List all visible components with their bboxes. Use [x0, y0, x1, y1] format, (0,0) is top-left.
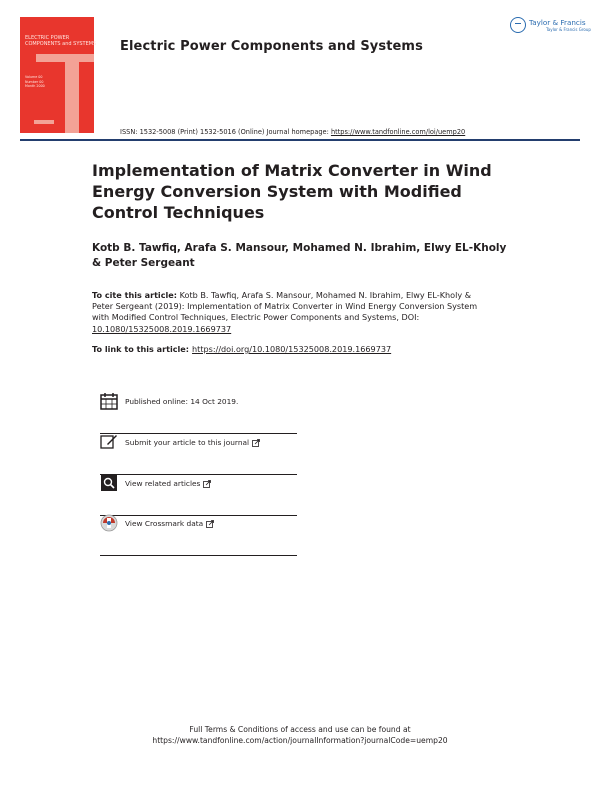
citation-block — [92, 290, 492, 335]
related-articles-row[interactable] — [100, 474, 297, 516]
link-label: To link to this article: — [92, 344, 190, 354]
page-footer — [0, 724, 600, 746]
published-online-text: Published online: 14 Oct 2019. — [125, 397, 239, 406]
issn-text: ISSN: 1532-5008 (Print) 1532-5016 (Online) Journal homepage: — [120, 128, 331, 136]
citation-label: To cite this article: — [92, 290, 178, 300]
footer-terms-link[interactable]: https://www.tandfonline.com/action/journalInformation?journalCode=uemp20 — [152, 736, 448, 745]
header-divider — [20, 139, 580, 141]
submit-article-row[interactable] — [100, 433, 297, 475]
cover-title-line1: ELECTRIC POWER — [25, 35, 70, 41]
cover-graphic-stem — [65, 62, 79, 133]
crossmark-row[interactable] — [100, 514, 297, 556]
cover-publisher-logo — [34, 120, 54, 124]
edit-icon — [100, 433, 118, 451]
publisher-name: Taylor & Francis — [529, 18, 586, 27]
calendar-icon — [100, 392, 118, 410]
published-online-row — [100, 392, 297, 434]
issn-line — [120, 128, 465, 136]
submit-article-link[interactable]: Submit your article to this journal — [125, 438, 250, 447]
citation-text: Kotb B. Tawfiq, Arafa S. Mansour, Mohamed N. Ibrahim, Elwy EL-Kholy & Peter Sergeant (2019): Implementation of Matrix Converter in Wind Energy Conversion System with Modified Control Techniques, Electric Power Components and Systems, DOI: — [92, 290, 478, 323]
article-doi-url[interactable]: https://doi.org/10.1080/15325008.2019.1669737 — [192, 344, 392, 354]
article-title: Implementation of Matrix Converter in Wind Energy Conversion System with Modified Control Techniques — [92, 161, 492, 222]
publisher-subtitle: Taylor & Francis Group — [546, 27, 591, 32]
journal-title: Electric Power Components and Systems — [120, 39, 423, 54]
crossmark-link[interactable]: View Crossmark data — [125, 519, 204, 528]
search-document-icon — [100, 474, 118, 492]
cover-graphic-bar — [36, 54, 94, 62]
journal-homepage-link[interactable]: https://www.tandfonline.com/loi/uemp20 — [330, 128, 466, 136]
footer-terms-text: Full Terms & Conditions of access and use can be found at — [189, 725, 411, 734]
publisher-globe-icon — [510, 17, 526, 33]
citation-doi-link[interactable]: 10.1080/15325008.2019.1669737 — [92, 323, 232, 334]
journal-cover — [20, 17, 97, 133]
external-link-icon — [206, 520, 214, 528]
cover-volume-info: Volume 00 Number 00 Month 2000 — [25, 75, 45, 88]
crossmark-icon — [100, 514, 118, 532]
link-to-article — [92, 344, 391, 354]
external-link-icon — [252, 439, 260, 447]
related-articles-link[interactable]: View related articles — [125, 479, 201, 488]
publisher-logo[interactable] — [510, 16, 591, 38]
external-link-icon — [203, 480, 211, 488]
article-authors: Kotb B. Tawfiq, Arafa S. Mansour, Mohamed N. Ibrahim, Elwy EL-Kholy & Peter Sergeant — [92, 242, 507, 269]
cover-title-line2: COMPONENTS and SYSTEMS — [25, 41, 97, 47]
